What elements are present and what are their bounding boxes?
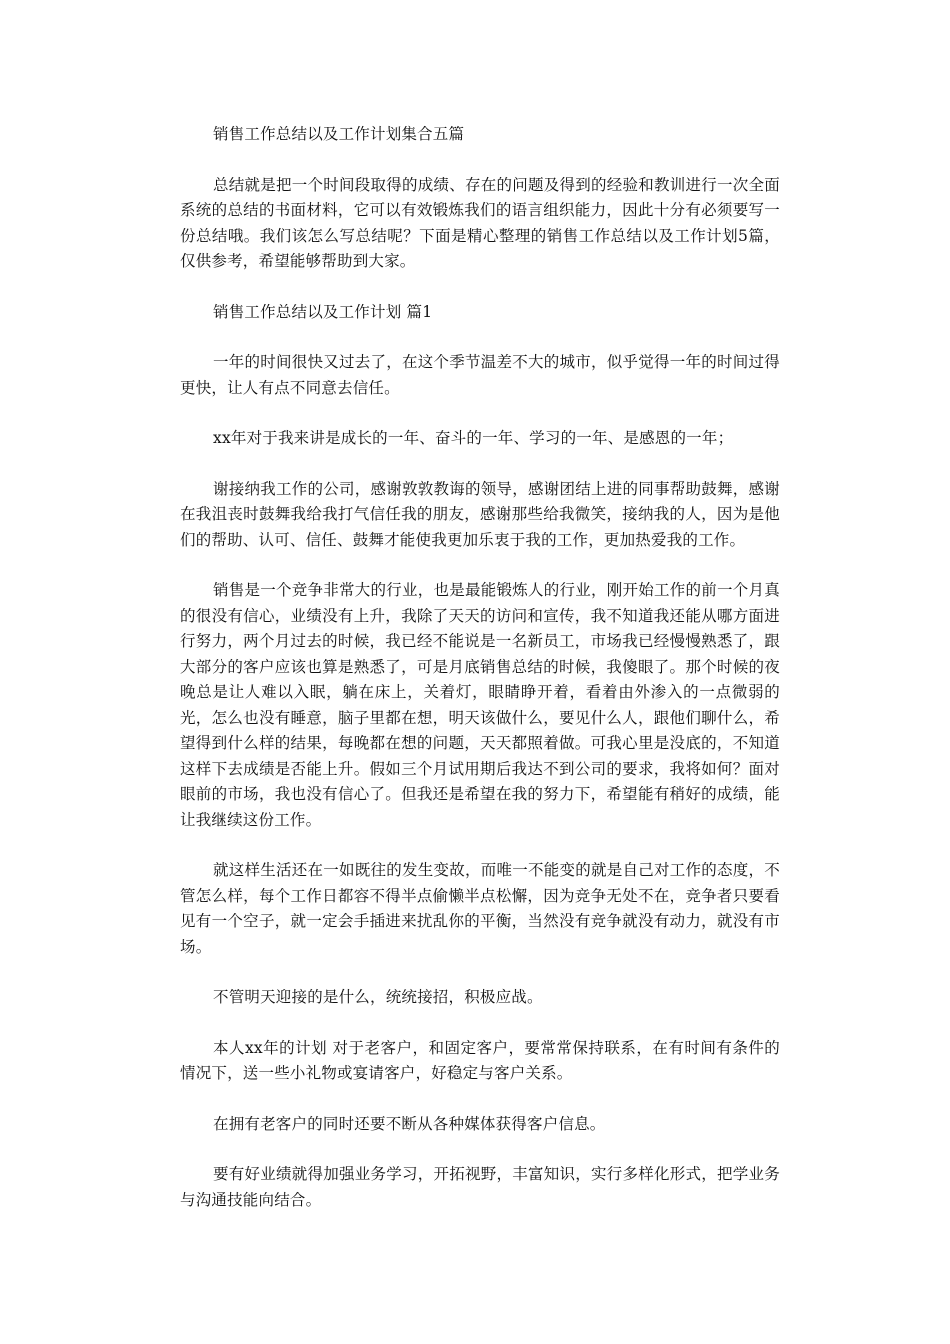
body-paragraph: 一年的时间很快又过去了，在这个季节温差不大的城市，似乎觉得一年的时间过得更快，让人有点不同意去信任。 <box>180 353 780 397</box>
document-page <box>180 122 780 1238</box>
body-paragraph: 谢接纳我工作的公司，感谢敦敦教诲的领导，感谢团结上进的同事帮助鼓舞，感谢在我沮丧时鼓舞我给我打气信任我的朋友，感谢那些给我微笑，接纳我的人，因为是他们的帮助、认可、信任、鼓舞才能使我更加乐衷于我的工作，更加热爱我的工作。 <box>180 479 780 549</box>
document-title: 销售工作总结以及工作计划集合五篇 <box>213 125 465 143</box>
body-paragraph: 不管明天迎接的是什么，统统接招，积极应战。 <box>213 988 543 1006</box>
section-heading: 销售工作总结以及工作计划 篇1 <box>213 302 433 321</box>
body-paragraph: 就这样生活还在一如既往的发生变故，而唯一不能变的就是自己对工作的态度，不管怎么样，每个工作日都容不得半点偷懒半点松懈，因为竞争无处不在，竞争者只要看见有一个空子，就一定会手插进来扰乱你的平衡，当然没有竞争就没有动力，就没有市场。 <box>180 861 780 956</box>
body-paragraph: xx年对于我来讲是成长的一年、奋斗的一年、学习的一年、是感恩的一年； <box>213 429 734 447</box>
body-paragraph: 在拥有老客户的同时还要不断从各种媒体获得客户信息。 <box>213 1114 606 1133</box>
intro-paragraph: 总结就是把一个时间段取得的成绩、存在的问题及得到的经验和教训进行一次全面系统的总结的书面材料，它可以有效锻炼我们的语言组织能力，因此十分有必须要写一份总结哦。我们该怎么写总结呢？下面是精心整理的销售工作总结以及工作计划5篇，仅供参考，希望能够帮助到大家。 <box>180 175 780 270</box>
body-paragraph: 销售是一个竞争非常大的行业，也是最能锻炼人的行业，刚开始工作的前一个月真的很没有信心，业绩没有上升，我除了天天的访问和宣传，我不知道我还能从哪方面进行努力，两个月过去的时候，我已经不能说是一名新员工，市场我已经慢慢熟悉了，跟大部分的客户应该也算是熟悉了，可是月底销售总结的时候，我傻眼了。那个时候的夜晚总是让人难以入眠，躺在床上，关着灯，眼睛睁开着，看着由外渗入的一点微弱的光，怎么也没有睡意，脑子里都在想，明天该做什么，要见什么人，跟他们聊什么，希望得到什么样的结果，每晚都在想的问题，天天都照着做。可我心里是没底的，不知道这样下去成绩是否能上升。假如三个月试用期后我达不到公司的要求，我将如何？面对眼前的市场，我也没有信心了。但我还是希望在我的努力下，希望能有稍好的成绩，能让我继续这份工作。 <box>180 581 780 829</box>
body-paragraph: 本人xx年的计划 对于老客户，和固定客户，要常常保持联系，在有时间有条件的情况下，送一些小礼物或宴请客户，好稳定与客户关系。 <box>180 1038 780 1082</box>
body-paragraph: 要有好业绩就得加强业务学习，开拓视野，丰富知识，实行多样化形式，把学业务与沟通技能向结合。 <box>180 1165 780 1209</box>
